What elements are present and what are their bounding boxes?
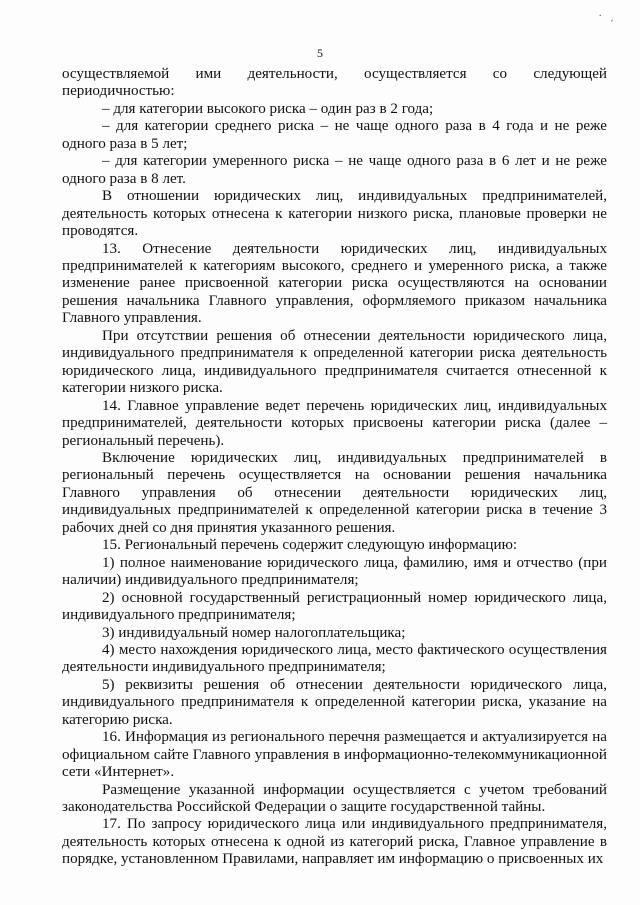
list-item-5: 5) реквизиты решения об отнесении деятельности юридического лица, индивидуального предпринимателя к определенной категории риска, указание на категорию риска. <box>62 676 607 728</box>
clause-17: 17. По запросу юридического лица или индивидуального предпринимателя, деятельность которых отнесена к одной из категорий риска, Главное управление в порядке, установленном Правилами, направляет им информацию о присвоенных их <box>62 816 607 868</box>
clause-14: 14. Главное управление ведет перечень юридических лиц, индивидуальных предпринимателей, деятельности которых присвоены категории риска (далее – региональный перечень). <box>62 397 607 449</box>
scan-mark: · ˏ <box>598 11 616 22</box>
paragraph-low-risk: В отношении юридических лиц, индивидуальных предпринимателей, деятельность которых отнесена к категории низкого риска, плановые проверки не проводятся. <box>62 188 607 240</box>
clause-16: 16. Информация из регионального перечня размещается и актуализируется на официальном сайте Главного управления в информационно-телекоммуникационной сети «Интернет». <box>62 729 607 781</box>
paragraph-publication: Размещение указанной информации осуществляется с учетом требований законодательства Российской Федерации о защите государственной тайны. <box>62 781 607 816</box>
list-item-2: 2) основной государственный регистрационный номер юридического лица, индивидуального предпринимателя; <box>62 589 607 624</box>
list-item-3: 3) индивидуальный номер налогоплательщика; <box>102 624 406 641</box>
list-item-high-risk: – для категории высокого риска – один раз в 2 года; <box>102 100 434 117</box>
clause-13: 13. Отнесение деятельности юридических лиц, индивидуальных предпринимателей к категориям высокого, среднего и умеренного риска, а также изменение ранее присвоенной категории риска осуществляются на основании решения начальника Главного управления, оформляемого приказом начальника Главного управления. <box>62 240 607 327</box>
list-item-1: 1) полное наименование юридического лица, фамилию, имя и отчество (при наличии) индивидуального предпринимателя; <box>62 554 607 589</box>
paragraph-continuation: осуществляемой ими деятельности, осуществляется со следующей периодичностью: <box>62 66 607 100</box>
list-item-4: 4) место нахождения юридического лица, место фактического осуществления деятельности индивидуального предпринимателя; <box>62 641 607 676</box>
clause-15: 15. Региональный перечень содержит следующую информацию: <box>102 537 518 554</box>
paragraph-no-decision: При отсутствии решения об отнесении деятельности юридического лица, индивидуального предпринимателя к определенной категории риска деятельность юридического лица, индивидуального предпринимателя считается отнесенной к категории низкого риска. <box>62 327 607 397</box>
paragraph-inclusion: Включение юридических лиц, индивидуальных предпринимателей в региональный перечень осуществляется на основании решения начальника Главного управления об отнесении деятельности юридических лиц, индивидуальных предпринимателей к определенной категории риска в течение 3 рабочих дней со дня принятия указанного решения. <box>62 449 607 536</box>
list-item-medium-risk: – для категории среднего риска – не чаще одного раза в 4 года и не реже одного раза в 5 лет; <box>62 118 607 152</box>
list-item-moderate-risk: – для категории умеренного риска – не чаще одного раза в 6 лет и не реже одного раза в 8 лет. <box>62 153 607 187</box>
page-number: 5 <box>317 46 323 60</box>
document-body <box>62 66 607 869</box>
